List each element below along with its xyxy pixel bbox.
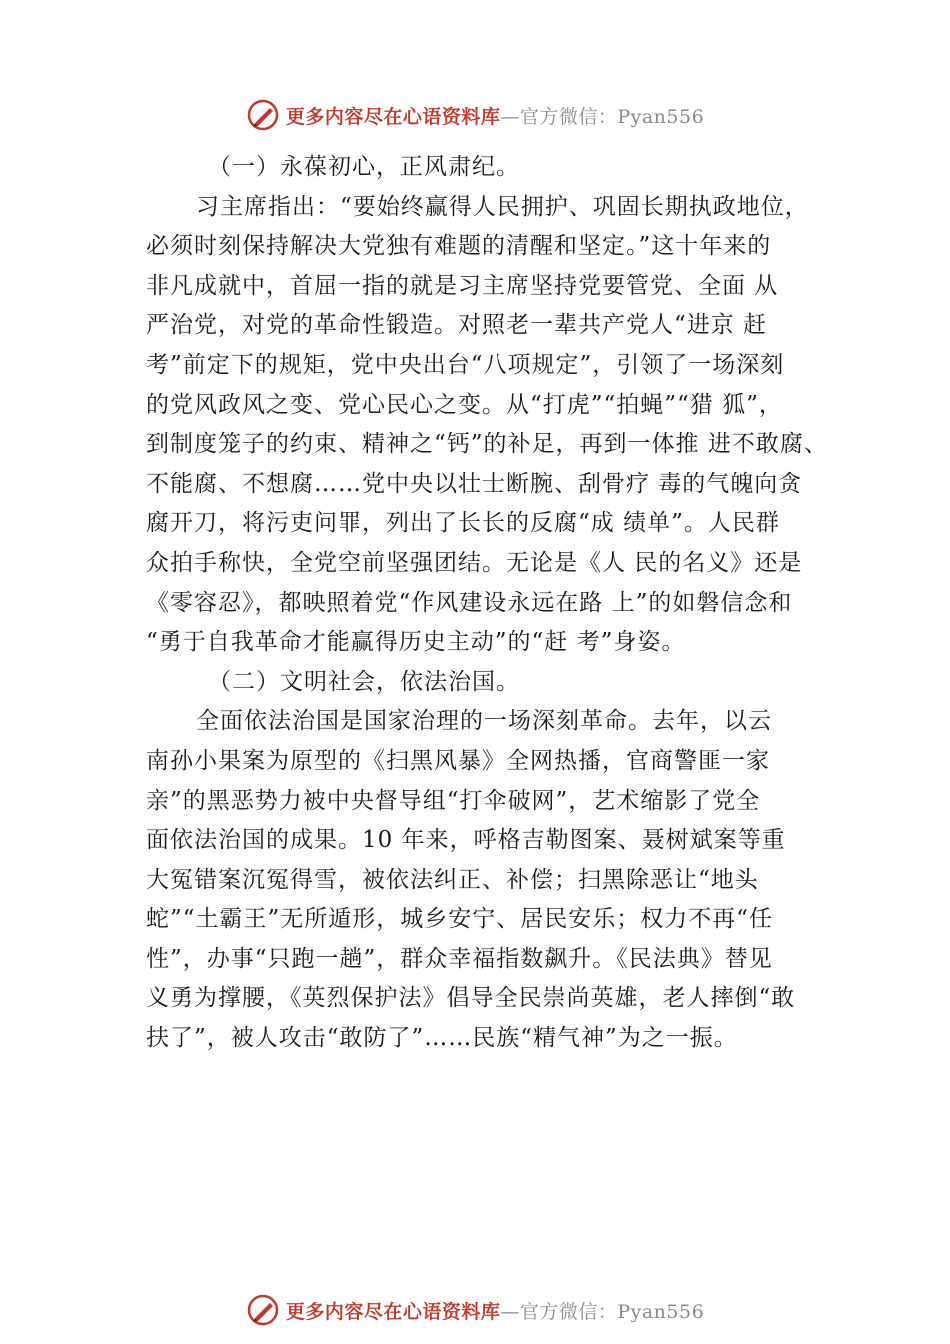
text-line: 不能腐、不想腐……党中央以壮士断腕、刮骨疗 毒的气魄向贪 <box>146 470 803 497</box>
watermark-contact: —官方微信：Pyan556 <box>500 1300 705 1323</box>
text-line: “勇于自我革命才能赢得历史主动”的“赶 考”身姿。 <box>146 629 686 656</box>
watermark-brand: 更多内容尽在心语资料库 <box>285 1300 501 1323</box>
section-heading-2: （二）文明社会，依法治国。 <box>208 668 520 695</box>
text-line: 非凡成就中，首屈一指的就是习主席坚持党要管党、全面 从 <box>146 272 779 299</box>
text-line: 义勇为撑腰，《英烈保护法》倡导全民崇尚英雄，老人摔倒“敢 <box>146 985 796 1012</box>
document-body <box>146 148 842 1059</box>
header-watermark <box>0 95 950 135</box>
text-line: 考”前定下的规矩，党中央出台“八项规定”，引领了一场深刻 <box>146 351 785 378</box>
text-line: 众拍手称快，全党空前坚强团结。无论是《人 民的名义》还是 <box>146 549 803 576</box>
text-line: 面依法治国的成果。10 年来，呼格吉勒图案、聂树斌案等重 <box>146 827 786 854</box>
watermark-brand: 更多内容尽在心语资料库 <box>285 105 501 128</box>
text-line: 性”，办事“只跑一趟”，群众幸福指数飙升。《民法典》替见 <box>146 945 773 972</box>
text-line: 亲”的黑恶势力被中央督导组“打伞破网”，艺术缩影了党全 <box>146 787 761 814</box>
text-line: 腐开刀，将污吏问罪，列出了长长的反腐“成 绩单”。人民群 <box>146 510 780 537</box>
footer-watermark <box>0 1290 950 1330</box>
text-line: 大冤错案沉冤得雪，被依法纠正、补偿；扫黑除恶让“地头 <box>146 866 759 893</box>
text-line: 全面依法治国是国家治理的一场深刻革命。去年，以云 <box>196 708 772 735</box>
watermark-contact: —官方微信：Pyan556 <box>500 105 705 128</box>
pen-logo-icon <box>246 1293 280 1327</box>
section-heading-1: （一）永葆初心，正风肃纪。 <box>208 154 520 180</box>
watermark-group <box>246 1293 704 1327</box>
text-line: 蛇”“土霸王”无所遁形，城乡安宁、居民安乐；权力不再“任 <box>146 906 774 933</box>
text-line: 《零容忍》，都映照着党“作风建设永远在路 上”的如磐信念和 <box>146 589 793 616</box>
text-line: 南孙小果案为原型的《扫黑风暴》全网热播，官商警匪一家 <box>146 747 770 774</box>
text-line: 严治党，对党的革命性锻造。对照老一辈共产党人“进京 赶 <box>146 312 768 339</box>
text-line: 扶了”，被人攻击“敢防了”……民族“精气神”为之一振。 <box>146 1025 738 1052</box>
watermark-group <box>246 98 704 132</box>
text-line: 必须时刻保持解决大党独有难题的清醒和坚定。”这十年来的 <box>146 233 772 260</box>
text-line: 的党风政风之变、党心民心之变。从“打虎”“拍蝇”“猎 狐”， <box>146 391 783 418</box>
text-line: 习主席指出：“要始终赢得人民拥护、巩固长期执政地位， <box>196 193 809 220</box>
pen-logo-icon <box>246 98 280 132</box>
text-line: 到制度笼子的约束、精神之“钙”的补足，再到一体推 进不敢腐、 <box>146 431 828 458</box>
